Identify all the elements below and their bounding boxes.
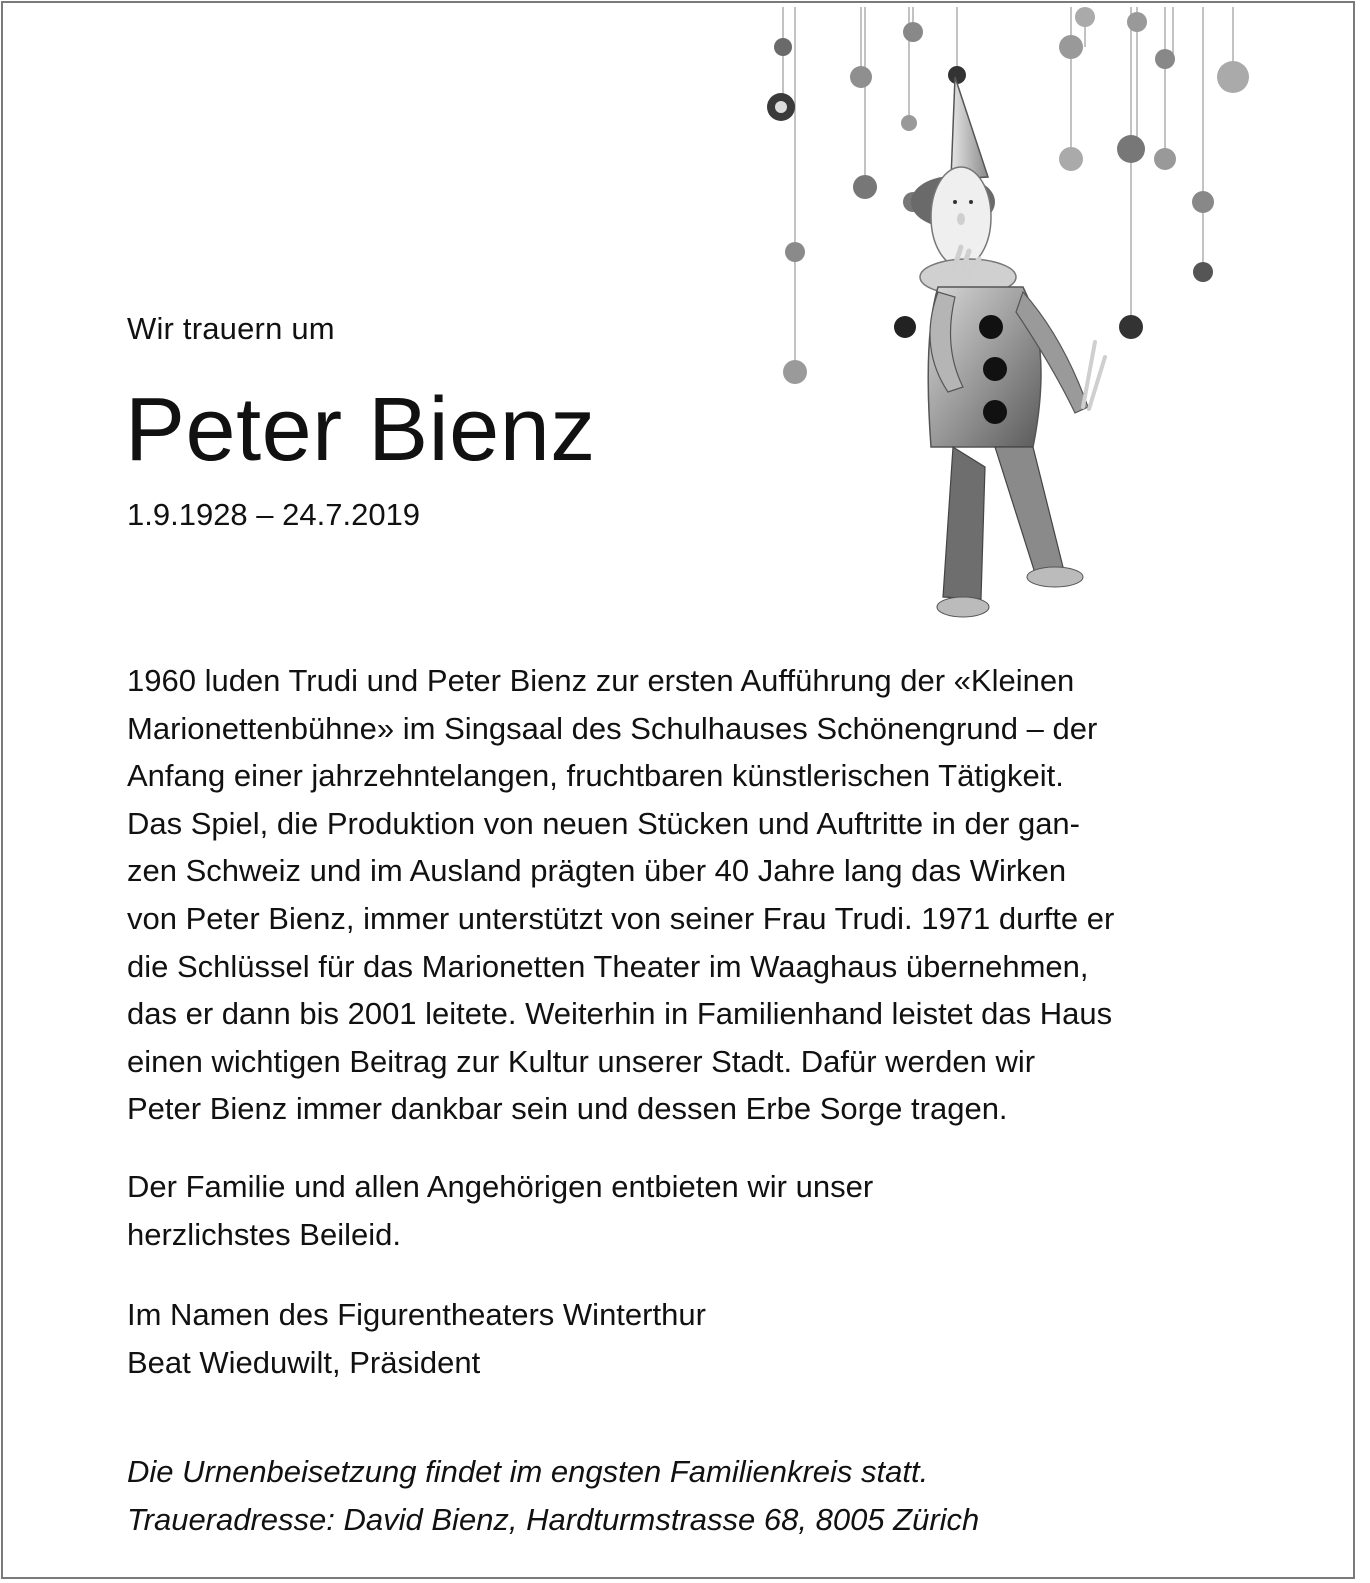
condolence-line: Der Familie und allen Angehörigen entbieten wir unser — [127, 1169, 874, 1204]
tribute-line: das er dann bis 2001 leitete. Weiterhin in Familienhand leistet das Haus — [127, 996, 1113, 1032]
tribute-line: Peter Bienz immer dankbar sein und dessen Erbe Sorge tragen. — [127, 1091, 1008, 1127]
tribute-line: von Peter Bienz, immer unterstützt von seiner Frau Trudi. 1971 durfte er — [127, 900, 1115, 936]
tribute-line: einen wichtigen Beitrag zur Kultur unserer Stadt. Dafür werden wir — [127, 1043, 1036, 1079]
deceased-name: Peter Bienz — [125, 380, 596, 480]
intro-text: Wir trauern um — [127, 311, 335, 346]
clown-marionette-photo — [733, 7, 1273, 632]
condolence-paragraph — [127, 1163, 873, 1258]
condolence-line: herzlichstes Beileid. — [127, 1216, 401, 1252]
signature-name: Beat Wieduwilt, Präsident — [127, 1344, 481, 1380]
funeral-notice — [127, 1448, 979, 1543]
burial-info: Die Urnenbeisetzung findet im engsten Familienkreis statt. — [127, 1454, 929, 1489]
signature-block — [127, 1291, 706, 1386]
tribute-line: Marionettenbühne» im Singsaal des Schulhauses Schönengrund – der — [127, 710, 1098, 746]
notice-frame — [1, 1, 1355, 1579]
tribute-line: 1960 luden Trudi und Peter Bienz zur ersten Aufführung der «Kleinen — [127, 663, 1075, 698]
mourning-address: Traueradresse: David Bienz, Hardturmstrasse 68, 8005 Zürich — [127, 1501, 980, 1537]
tribute-line: die Schlüssel für das Marionetten Theater im Waaghaus übernehmen, — [127, 948, 1089, 984]
tribute-line: Das Spiel, die Produktion von neuen Stücken und Auftritte in der gan- — [127, 805, 1080, 841]
tribute-line: zen Schweiz und im Ausland prägten über 40 Jahre lang das Wirken — [127, 853, 1067, 889]
tribute-line: Anfang einer jahrzehntelangen, fruchtbaren künstlerischen Tätigkeit. — [127, 758, 1064, 794]
signature-organization: Im Namen des Figurentheaters Winterthur — [127, 1297, 706, 1332]
life-dates: 1.9.1928 – 24.7.2019 — [127, 497, 421, 532]
tribute-paragraph — [127, 657, 1267, 1133]
